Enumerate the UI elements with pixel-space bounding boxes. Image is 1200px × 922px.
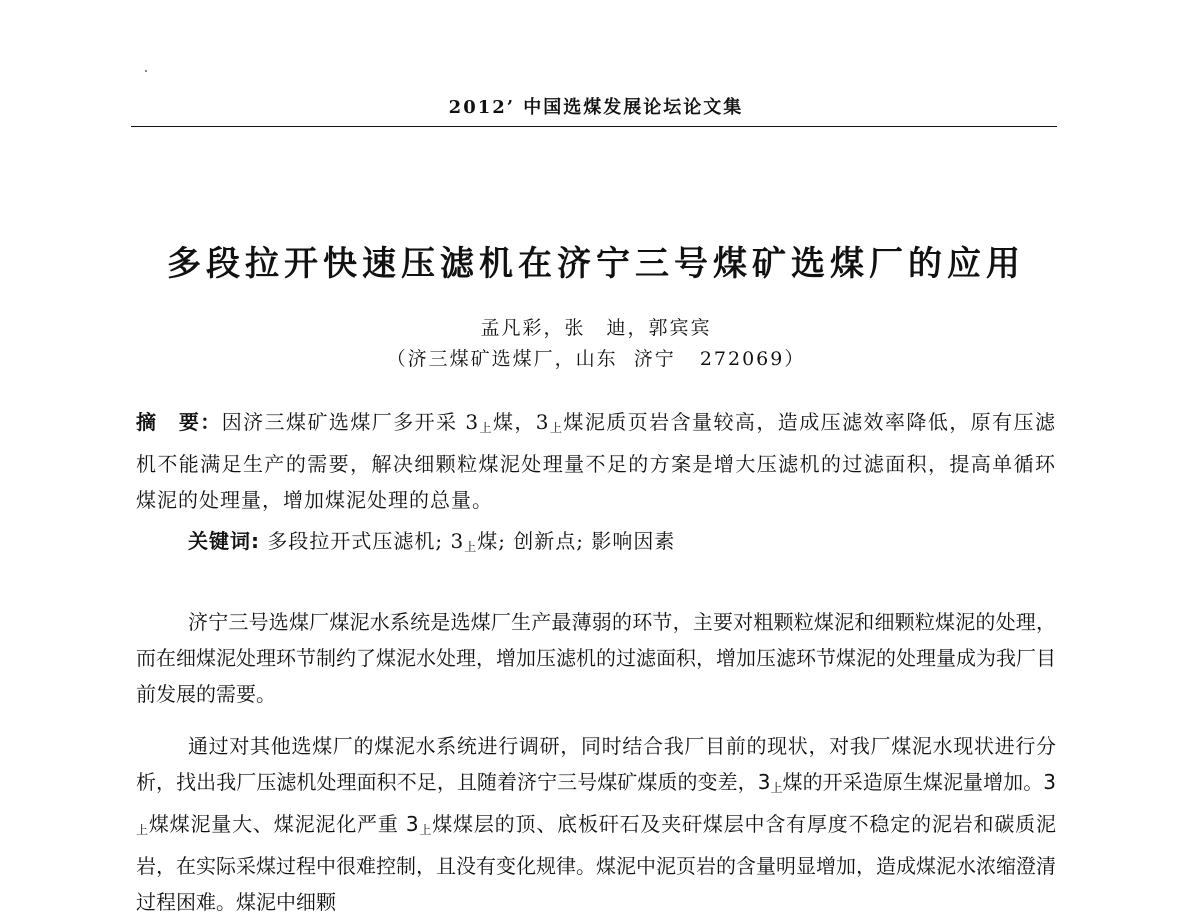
keywords-subscript: 上	[464, 540, 478, 554]
keywords-text: 煤; 创新点; 影响因素	[477, 529, 676, 553]
body-subscript: 上	[136, 823, 149, 837]
body-subscript: 上	[770, 781, 783, 795]
body-text: 煤的开采造原生煤泥量增加。3	[782, 770, 1056, 794]
body-paragraph-1: 济宁三号选煤厂煤泥水系统是选煤厂生产最薄弱的环节，主要对粗颗粒煤泥和细颗粒煤泥的处理，而在细煤泥处理环节制约了煤泥水处理，增加压滤机的过滤面积，增加压滤环节煤泥的处理量成为我厂目前发展的需要。	[136, 610, 1056, 706]
keywords-label: 关键词:	[188, 529, 260, 553]
scan-speck	[145, 70, 147, 72]
affiliation: （济三煤矿选煤厂，山东 济宁 272069）	[386, 348, 806, 370]
abstract	[136, 404, 1056, 518]
paper-title: 多段拉开快速压滤机在济宁三号煤矿选煤厂的应用	[167, 244, 1025, 284]
keywords	[188, 523, 1056, 565]
abstract-text: 因济三煤矿选煤厂多开采 3	[221, 410, 480, 434]
abstract-text: 煤，3	[492, 410, 550, 434]
body-text: 通过对其他选煤厂的煤泥水系统进行调研，同时结合我厂目前的现状，对我厂煤泥水现状进行分析，找出我厂压滤机处理面积不足，且随着济宁三号煤矿煤质的变差，3	[136, 734, 1056, 794]
running-header: 2012’ 中国选煤发展论坛论文集	[448, 97, 744, 118]
header-rule	[131, 126, 1057, 127]
body-text: 煤煤层的顶、底板矸石及夹矸煤层中含有厚度不稳定的泥岩和碳质泥岩，在实际采煤过程中很难控制，且没有变化规律。煤泥中泥页岩的含量明显增加，造成煤泥水浓缩澄清过程困难。煤泥中细颗	[136, 812, 1056, 914]
abstract-subscript: 上	[549, 421, 564, 435]
abstract-subscript: 上	[479, 421, 493, 435]
body-paragraph-2	[136, 728, 1056, 920]
body-subscript: 上	[418, 823, 433, 837]
keywords-text: 多段拉开式压滤机; 3	[260, 529, 465, 553]
abstract-label: 摘 要：	[136, 410, 222, 434]
body-text: 煤煤泥量大、煤泥泥化严重 3	[148, 812, 419, 836]
abstract-text: 煤泥质页岩含量较高，造成压滤效率降低，原有压滤机不能满足生产的需要，解决细颗粒煤泥处理量不足的方案是增大压滤机的过滤面积，提高单循环煤泥的处理量，增加煤泥处理的总量。	[136, 410, 1056, 512]
author-list: 孟凡彩，张 迪，郭宾宾	[480, 317, 712, 339]
